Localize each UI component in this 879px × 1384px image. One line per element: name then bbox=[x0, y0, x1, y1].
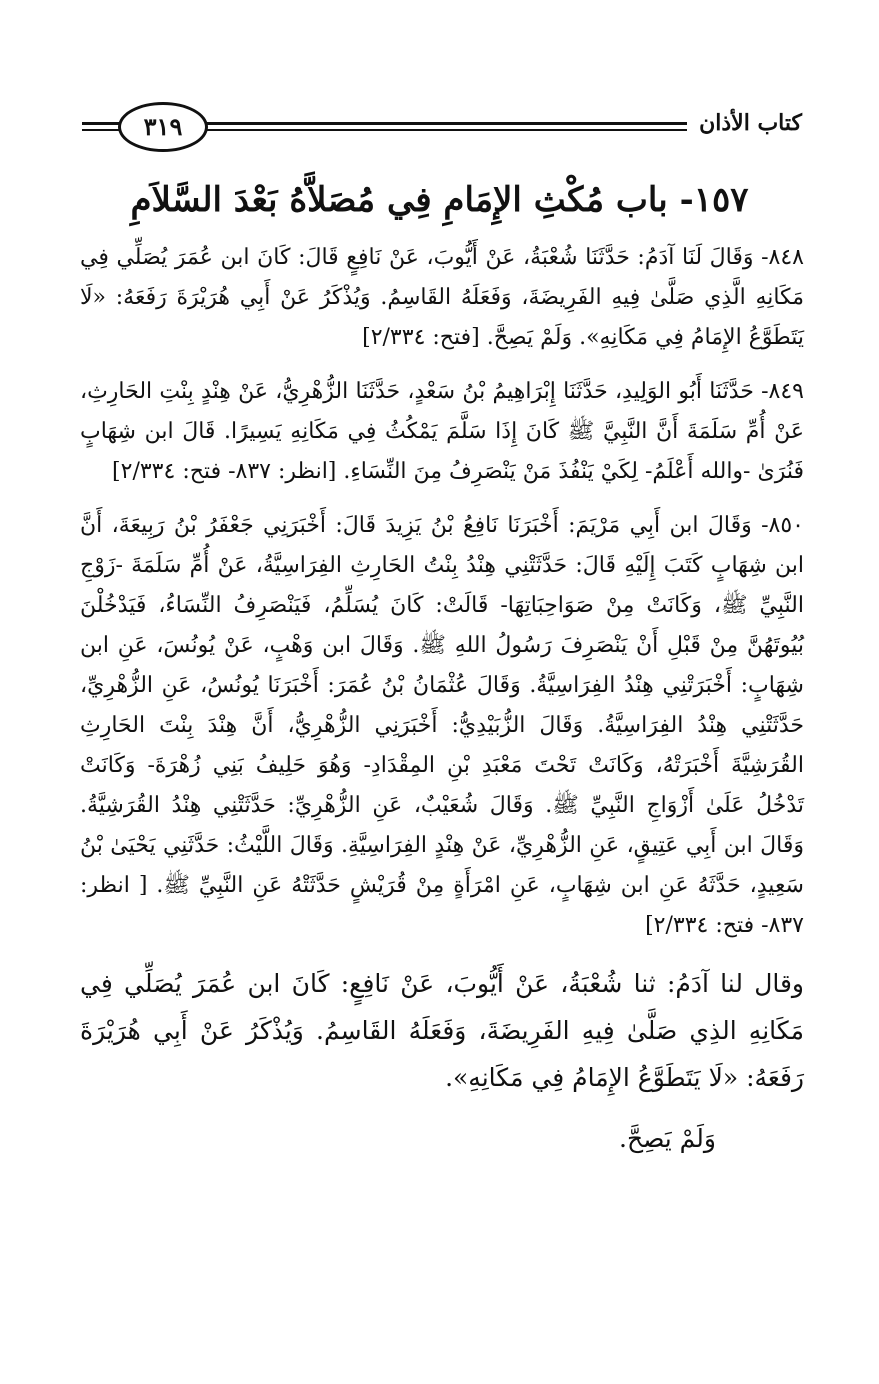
commentary-paragraph: وقال لنا آدَمُ: ثنا شُعْبَةُ، عَنْ أَيُّوبَ، عَنْ نَافِعٍ: كَانَ ابن عُمَرَ يُصَلِّي فِي مَكَانِهِ الذِي صَلَّىٰ فِيهِ الفَرِيضَةَ، وَفَعَلَهُ القَاسِمُ. وَيُذْكَرُ عَنْ أَبِي هُرَيْرَةَ رَفَعَهُ: «لَا يَتَطَوَّعُ الإِمَامُ فِي مَكَانِهِ». bbox=[80, 969, 804, 1092]
commentary-closing: وَلَمْ يَصِحَّ. bbox=[619, 1124, 716, 1153]
page-header bbox=[82, 96, 802, 156]
page-number: ٣١٩ bbox=[118, 102, 208, 152]
page-body bbox=[80, 238, 804, 1176]
hadith-848: ٨٤٨- وَقَالَ لَنَا آدَمُ: حَدَّثَنَا شُعْبَةُ، عَنْ أَيُّوبَ، عَنْ نَافِعٍ قَالَ: كَانَ ابن عُمَرَ يُصَلِّي فِي مَكَانِهِ الَّذِي صَلَّىٰ فِيهِ الفَرِيضَةَ، وَفَعَلَهُ القَاسِمُ. وَيُذْكَرُ عَنْ أَبِي هُرَيْرَةَ رَفَعَهُ: «لَا يَتَطَوَّعُ الإِمَامُ فِي مَكَانِهِ». وَلَمْ يَصِحَّ. [فتح: ٢/٣٣٤] bbox=[80, 245, 804, 350]
hadith-850: ٨٥٠- وَقَالَ ابن أَبِي مَرْيَمَ: أَخْبَرَنَا نَافِعُ بْنُ يَزِيدَ قَالَ: أَخْبَرَنِي جَعْفَرُ بْنُ رَبِيعَةَ، أَنَّ ابن شِهَابٍ كَتَبَ إِلَيْهِ قَالَ: حَدَّثَتْنِي هِنْدُ بِنْتُ الحَارِثِ الفِرَاسِيَّةُ، عَنْ أُمِّ سَلَمَةَ -زَوْجِ النَّبِيِّ ﷺ، وَكَانَتْ مِنْ صَوَاحِبَاتِهَا- قَالَتْ: كَانَ يُسَلِّمُ، فَيَنْصَرِفُ النِّسَاءُ، فَيَدْخُلْنَ بُيُوتَهُنَّ مِنْ قَبْلِ أَنْ يَنْصَرِفَ رَسُولُ اللهِ ﷺ. وَقَالَ ابن وَهْبٍ، عَنْ يُونُسَ، عَنِ ابن شِهَابٍ: أَخْبَرَتْنِي هِنْدُ الفِرَاسِيَّةُ. وَقَالَ عُثْمَانُ بْنُ عُمَرَ: أَخْبَرَنَا يُونُسُ، عَنِ الزُّهْرِيِّ، حَدَّثَتْنِي هِنْدُ الفِرَاسِيَّةُ. وَقَالَ الزُّبَيْدِيُّ: أَخْبَرَنِي الزُّهْرِيُّ، أَنَّ هِنْدَ بِنْتَ الحَارِثِ القُرَشِيَّةَ أَخْبَرَتْهُ، وَكَانَتْ تَحْتَ مَعْبَدِ بْنِ المِقْدَادِ- وَهُوَ حَلِيفُ بَنِي زُهْرَةَ- وَكَانَتْ تَدْخُلُ عَلَىٰ أَزْوَاجِ النَّبِيِّ ﷺ. وَقَالَ شُعَيْبٌ، عَنِ الزُّهْرِيِّ: حَدَّثَتْنِي هِنْدُ القُرَشِيَّةُ. وَقَالَ ابن أَبِي عَتِيقٍ، عَنِ الزُّهْرِيِّ، عَنْ هِنْدٍ الفِرَاسِيَّةِ. وَقَالَ اللَّيْثُ: حَدَّثَنِي يَحْيَىٰ بْنُ سَعِيدٍ، حَدَّثَهُ عَنِ ابن شِهَابٍ، عَنِ امْرَأَةٍ مِنْ قُرَيْشٍ حَدَّثَتْهُ عَنِ النَّبِيِّ ﷺ. [ انظر: ٨٣٧- فتح: ٢/٣٣٤] bbox=[80, 513, 805, 938]
hadith-849: ٨٤٩- حَدَّثَنَا أَبُو الوَلِيدِ، حَدَّثَنَا إِبْرَاهِيمُ بْنُ سَعْدٍ، حَدَّثَنَا الزُّهْرِيُّ، عَنْ هِنْدٍ بِنْتِ الحَارِثِ، عَنْ أُمِّ سَلَمَةَ أَنَّ النَّبِيَّ ﷺ كَانَ إِذَا سَلَّمَ يَمْكُثُ فِي مَكَانِهِ يَسِيرًا. قَالَ ابن شِهَابٍ فَنُرَىٰ -والله أَعْلَمُ- لِكَيْ يَنْفُذَ مَنْ يَنْصَرِفُ مِنَ النِّسَاءِ. [انظر: ٨٣٧- فتح: ٢/٣٣٤] bbox=[80, 379, 804, 484]
running-title: كتاب الأذان bbox=[687, 110, 802, 136]
chapter-title: ١٥٧- باب مُكْثِ الإِمَامِ فِي مُصَلاَّهُ بَعْدَ السَّلاَمِ bbox=[130, 180, 749, 220]
